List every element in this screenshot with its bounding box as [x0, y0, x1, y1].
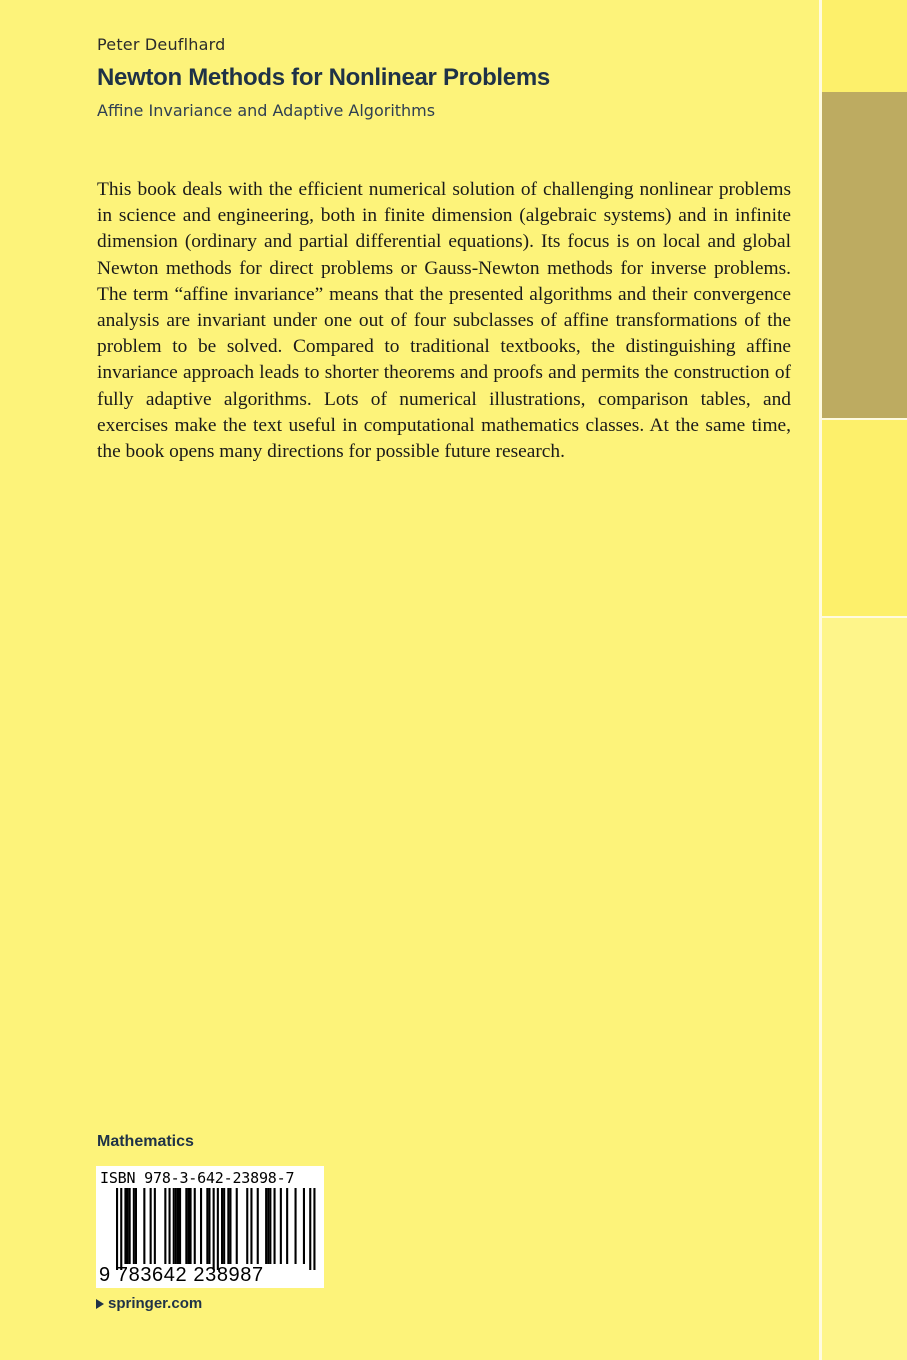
barcode-bar	[133, 1188, 135, 1264]
book-subtitle: Affine Invariance and Adaptive Algorithms	[97, 101, 436, 120]
barcode-bar	[303, 1188, 305, 1264]
barcode-bar	[135, 1188, 137, 1264]
barcode-bar	[129, 1188, 131, 1264]
barcode-bar	[175, 1188, 177, 1264]
barcode-bar	[164, 1188, 166, 1264]
publisher-link[interactable]	[96, 1295, 202, 1312]
barcode-bar	[267, 1188, 269, 1264]
isbn-label: ISBN 978-3-642-23898-7	[100, 1169, 295, 1187]
barcode-bar	[120, 1188, 122, 1270]
barcode-bar	[236, 1188, 238, 1264]
author-name: Peter Deuflhard	[97, 35, 226, 54]
barcode-bar	[116, 1188, 118, 1270]
barcode-bar	[190, 1188, 192, 1264]
barcode-bar	[313, 1188, 315, 1270]
barcode-bar	[250, 1188, 252, 1264]
barcode-bar	[173, 1188, 175, 1264]
barcode-bar	[154, 1188, 156, 1264]
book-description: This book deals with the efficient numerical solution of challenging nonlinear problems in science and engineering, both in finite dimension (algebraic systems) and in infinite dimension (ordinary and partial differential equations). Its focus is on local and global Newton methods for direct problems or Gauss-Newton methods for inverse problems. The term “affine invariance” means that the presented algorithms and their convergence analysis are invariant under one out of four subclasses of affine transformations of the problem to be solved. Compared to traditional textbooks, the distinguishing affine invariance approach leads to shorter theorems and proofs and permits the construction of fully adaptive algorithms. Lots of numerical illustrations, comparison tables, and exercises make the text useful in computational mathematics classes. At the same time, the book opens many directions for possible future research.	[97, 179, 791, 463]
barcode-bar	[280, 1188, 282, 1264]
barcode-bar	[177, 1188, 179, 1264]
spine-segment-middle	[822, 420, 907, 616]
barcode-bar	[169, 1188, 171, 1264]
barcode-bar	[223, 1188, 225, 1264]
barcode-bar	[187, 1188, 189, 1264]
publisher-url: springer.com	[108, 1295, 203, 1312]
spine-color-band	[822, 92, 907, 418]
barcode-bar	[265, 1188, 267, 1264]
spine-divider-lower	[822, 616, 907, 618]
barcode-bar	[208, 1188, 210, 1264]
barcode-bar	[200, 1188, 202, 1264]
spine-segment-bottom	[822, 618, 907, 1360]
barcode-bar	[229, 1188, 231, 1264]
spine-divider-upper	[822, 418, 907, 420]
barcode-digits: 9 783642 238987	[99, 1264, 264, 1286]
barcode-bar	[269, 1188, 271, 1264]
book-title: Newton Methods for Nonlinear Problems	[97, 64, 550, 91]
arrow-right-icon	[96, 1299, 104, 1309]
barcode-bar	[194, 1188, 196, 1264]
spine-divider	[819, 0, 822, 1360]
barcode-bar	[257, 1188, 259, 1264]
isbn-barcode	[96, 1166, 324, 1288]
barcode-bar	[179, 1188, 181, 1264]
barcode-bar	[127, 1188, 129, 1264]
barcode-bar	[143, 1188, 145, 1264]
barcode-bar	[213, 1188, 215, 1270]
barcode-bar	[124, 1188, 126, 1264]
barcode-bar	[221, 1188, 223, 1264]
barcode-bar	[286, 1188, 288, 1264]
barcode-bar	[206, 1188, 208, 1264]
barcode-bar	[150, 1188, 152, 1264]
spine-edge-strip	[822, 0, 907, 1360]
barcode-bar	[246, 1188, 248, 1264]
barcode-bar	[217, 1188, 219, 1270]
spine-segment-top	[822, 0, 907, 92]
barcode-bar	[185, 1188, 187, 1264]
barcode-bar	[227, 1188, 229, 1264]
barcode-bar	[309, 1188, 311, 1270]
barcode-bar	[295, 1188, 297, 1264]
barcode-bar	[274, 1188, 276, 1264]
subject-category: Mathematics	[97, 1133, 194, 1150]
